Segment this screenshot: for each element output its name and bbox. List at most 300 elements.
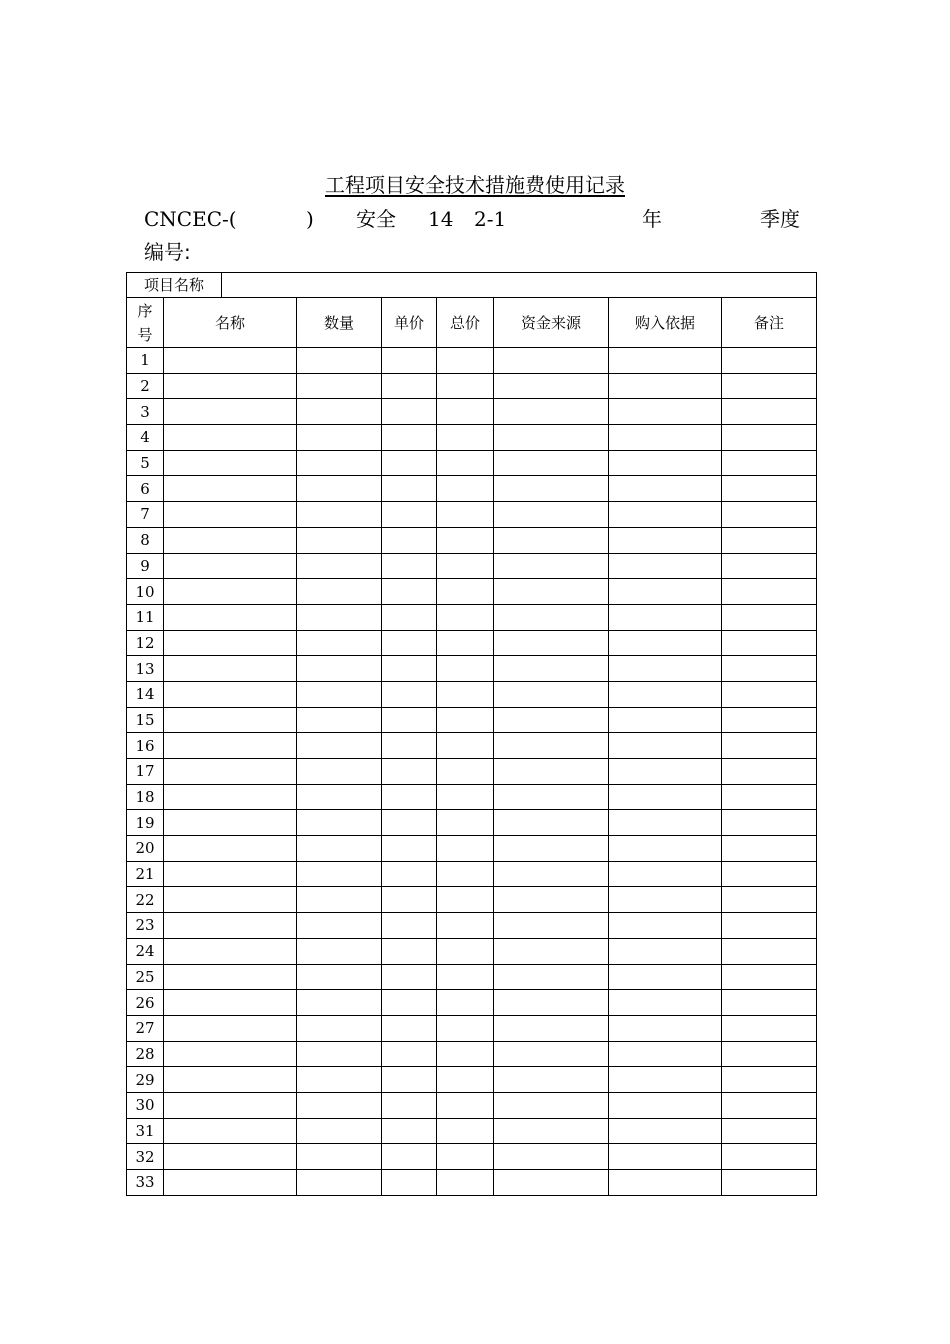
row-number: 19	[127, 810, 164, 836]
row-number: 4	[127, 425, 164, 451]
unit-price-cell[interactable]	[382, 1092, 437, 1118]
unit-price-cell[interactable]	[382, 656, 437, 682]
remarks-cell[interactable]	[722, 399, 817, 425]
table-row	[127, 938, 817, 964]
total-price-cell[interactable]	[437, 681, 494, 707]
quantity-cell[interactable]	[297, 861, 382, 887]
column-header-seq	[127, 298, 164, 348]
unit-price-cell[interactable]	[382, 553, 437, 579]
fund-source-cell[interactable]	[494, 527, 609, 553]
total-price-cell[interactable]	[437, 759, 494, 785]
name-cell[interactable]	[164, 1067, 297, 1093]
purchase-basis-cell[interactable]	[609, 810, 722, 836]
name-cell[interactable]	[164, 1015, 297, 1041]
fund-source-cell[interactable]	[494, 1015, 609, 1041]
purchase-basis-cell[interactable]	[609, 681, 722, 707]
table-row	[127, 553, 817, 579]
record-table	[126, 272, 817, 1196]
remarks-cell[interactable]	[722, 1092, 817, 1118]
name-cell[interactable]	[164, 450, 297, 476]
total-price-cell[interactable]	[437, 450, 494, 476]
quantity-cell[interactable]	[297, 656, 382, 682]
fund-source-cell[interactable]	[494, 399, 609, 425]
table-row	[127, 348, 817, 374]
remarks-cell[interactable]	[722, 450, 817, 476]
unit-price-cell[interactable]	[382, 476, 437, 502]
total-price-cell[interactable]	[437, 373, 494, 399]
fund-source-cell[interactable]	[494, 938, 609, 964]
name-cell[interactable]	[164, 656, 297, 682]
total-price-cell[interactable]	[437, 656, 494, 682]
total-price-cell[interactable]	[437, 1041, 494, 1067]
quantity-cell[interactable]	[297, 810, 382, 836]
row-number: 10	[127, 579, 164, 605]
unit-price-cell[interactable]	[382, 450, 437, 476]
remarks-cell[interactable]	[722, 1170, 817, 1196]
name-cell[interactable]	[164, 681, 297, 707]
name-cell[interactable]	[164, 861, 297, 887]
row-number: 25	[127, 964, 164, 990]
unit-price-cell[interactable]	[382, 1118, 437, 1144]
fund-source-cell[interactable]	[494, 425, 609, 451]
remarks-cell[interactable]	[722, 784, 817, 810]
total-price-cell[interactable]	[437, 1118, 494, 1144]
total-price-cell[interactable]	[437, 502, 494, 528]
project-name-value[interactable]	[222, 273, 817, 298]
row-number: 20	[127, 836, 164, 862]
total-price-cell[interactable]	[437, 707, 494, 733]
quantity-cell[interactable]	[297, 990, 382, 1016]
project-name-row	[127, 273, 817, 298]
total-price-cell[interactable]	[437, 476, 494, 502]
total-price-cell[interactable]	[437, 784, 494, 810]
header-quarter: 季度	[760, 207, 800, 231]
name-cell[interactable]	[164, 425, 297, 451]
fund-source-cell[interactable]	[494, 1092, 609, 1118]
remarks-cell[interactable]	[722, 1015, 817, 1041]
fund-source-cell[interactable]	[494, 1118, 609, 1144]
fund-source-cell[interactable]	[494, 1170, 609, 1196]
fund-source-cell[interactable]	[494, 373, 609, 399]
total-price-cell[interactable]	[437, 399, 494, 425]
fund-source-cell[interactable]	[494, 579, 609, 605]
quantity-cell[interactable]	[297, 1118, 382, 1144]
total-price-cell[interactable]	[437, 810, 494, 836]
name-cell[interactable]	[164, 373, 297, 399]
header-prefix: CNCEC-(	[144, 207, 237, 231]
total-price-cell[interactable]	[437, 938, 494, 964]
quantity-cell[interactable]	[297, 1041, 382, 1067]
unit-price-cell[interactable]	[382, 425, 437, 451]
quantity-cell[interactable]	[297, 630, 382, 656]
column-header-remarks: 备注	[722, 298, 817, 348]
quantity-cell[interactable]	[297, 681, 382, 707]
total-price-cell[interactable]	[437, 887, 494, 913]
purchase-basis-cell[interactable]	[609, 399, 722, 425]
row-number: 14	[127, 681, 164, 707]
name-cell[interactable]	[164, 1118, 297, 1144]
unit-price-cell[interactable]	[382, 604, 437, 630]
purchase-basis-cell[interactable]	[609, 1067, 722, 1093]
remarks-cell[interactable]	[722, 938, 817, 964]
fund-source-cell[interactable]	[494, 810, 609, 836]
total-price-cell[interactable]	[437, 630, 494, 656]
row-number: 26	[127, 990, 164, 1016]
column-header-fund-source: 资金来源	[494, 298, 609, 348]
purchase-basis-cell[interactable]	[609, 733, 722, 759]
remarks-cell[interactable]	[722, 502, 817, 528]
purchase-basis-cell[interactable]	[609, 1118, 722, 1144]
quantity-cell[interactable]	[297, 373, 382, 399]
remarks-cell[interactable]	[722, 373, 817, 399]
total-price-cell[interactable]	[437, 733, 494, 759]
name-cell[interactable]	[164, 579, 297, 605]
column-header-seq-line1: 序	[137, 301, 153, 320]
purchase-basis-cell[interactable]	[609, 502, 722, 528]
total-price-cell[interactable]	[437, 604, 494, 630]
unit-price-cell[interactable]	[382, 707, 437, 733]
code-label: 编号:	[144, 240, 191, 264]
document-title-text: 工程项目安全技术措施费使用记录	[325, 173, 625, 197]
remarks-cell[interactable]	[722, 887, 817, 913]
purchase-basis-cell[interactable]	[609, 887, 722, 913]
unit-price-cell[interactable]	[382, 502, 437, 528]
purchase-basis-cell[interactable]	[609, 861, 722, 887]
total-price-cell[interactable]	[437, 1144, 494, 1170]
quantity-cell[interactable]	[297, 964, 382, 990]
remarks-cell[interactable]	[722, 964, 817, 990]
row-number: 33	[127, 1170, 164, 1196]
unit-price-cell[interactable]	[382, 913, 437, 939]
unit-price-cell[interactable]	[382, 579, 437, 605]
name-cell[interactable]	[164, 938, 297, 964]
remarks-cell[interactable]	[722, 425, 817, 451]
table-row	[127, 759, 817, 785]
fund-source-cell[interactable]	[494, 913, 609, 939]
remarks-cell[interactable]	[722, 810, 817, 836]
unit-price-cell[interactable]	[382, 810, 437, 836]
name-cell[interactable]	[164, 759, 297, 785]
row-number: 27	[127, 1015, 164, 1041]
header-year: 年	[642, 207, 662, 231]
fund-source-cell[interactable]	[494, 887, 609, 913]
row-number: 13	[127, 656, 164, 682]
table-row	[127, 656, 817, 682]
unit-price-cell[interactable]	[382, 861, 437, 887]
remarks-cell[interactable]	[722, 476, 817, 502]
total-price-cell[interactable]	[437, 1067, 494, 1093]
quantity-cell[interactable]	[297, 938, 382, 964]
column-header-purchase-basis: 购入依据	[609, 298, 722, 348]
quantity-cell[interactable]	[297, 604, 382, 630]
fund-source-cell[interactable]	[494, 964, 609, 990]
row-number: 16	[127, 733, 164, 759]
fund-source-cell[interactable]	[494, 553, 609, 579]
header-num1: 14	[428, 207, 454, 231]
unit-price-cell[interactable]	[382, 527, 437, 553]
unit-price-cell[interactable]	[382, 938, 437, 964]
purchase-basis-cell[interactable]	[609, 450, 722, 476]
name-cell[interactable]	[164, 836, 297, 862]
fund-source-cell[interactable]	[494, 604, 609, 630]
quantity-cell[interactable]	[297, 348, 382, 374]
unit-price-cell[interactable]	[382, 1170, 437, 1196]
name-cell[interactable]	[164, 348, 297, 374]
fund-source-cell[interactable]	[494, 630, 609, 656]
purchase-basis-cell[interactable]	[609, 553, 722, 579]
table-row	[127, 990, 817, 1016]
table-row	[127, 861, 817, 887]
name-cell[interactable]	[164, 1170, 297, 1196]
purchase-basis-cell[interactable]	[609, 1144, 722, 1170]
remarks-cell[interactable]	[722, 836, 817, 862]
unit-price-cell[interactable]	[382, 887, 437, 913]
purchase-basis-cell[interactable]	[609, 964, 722, 990]
name-cell[interactable]	[164, 630, 297, 656]
quantity-cell[interactable]	[297, 1067, 382, 1093]
row-number: 12	[127, 630, 164, 656]
purchase-basis-cell[interactable]	[609, 913, 722, 939]
table-row	[127, 630, 817, 656]
table-row	[127, 1041, 817, 1067]
quantity-cell[interactable]	[297, 913, 382, 939]
unit-price-cell[interactable]	[382, 759, 437, 785]
header-num2: 2-1	[474, 207, 507, 231]
remarks-cell[interactable]	[722, 656, 817, 682]
row-number: 9	[127, 553, 164, 579]
remarks-cell[interactable]	[722, 527, 817, 553]
fund-source-cell[interactable]	[494, 450, 609, 476]
fund-source-cell[interactable]	[494, 836, 609, 862]
fund-source-cell[interactable]	[494, 990, 609, 1016]
quantity-cell[interactable]	[297, 707, 382, 733]
fund-source-cell[interactable]	[494, 656, 609, 682]
quantity-cell[interactable]	[297, 1015, 382, 1041]
quantity-cell[interactable]	[297, 887, 382, 913]
fund-source-cell[interactable]	[494, 502, 609, 528]
name-cell[interactable]	[164, 810, 297, 836]
quantity-cell[interactable]	[297, 553, 382, 579]
total-price-cell[interactable]	[437, 913, 494, 939]
table-row	[127, 450, 817, 476]
purchase-basis-cell[interactable]	[609, 707, 722, 733]
table-row	[127, 707, 817, 733]
fund-source-cell[interactable]	[494, 759, 609, 785]
purchase-basis-cell[interactable]	[609, 604, 722, 630]
name-cell[interactable]	[164, 1092, 297, 1118]
unit-price-cell[interactable]	[382, 630, 437, 656]
purchase-basis-cell[interactable]	[609, 1041, 722, 1067]
purchase-basis-cell[interactable]	[609, 373, 722, 399]
purchase-basis-cell[interactable]	[609, 1092, 722, 1118]
purchase-basis-cell[interactable]	[609, 656, 722, 682]
table-row	[127, 527, 817, 553]
document-title	[0, 170, 950, 200]
unit-price-cell[interactable]	[382, 836, 437, 862]
quantity-cell[interactable]	[297, 1144, 382, 1170]
quantity-cell[interactable]	[297, 836, 382, 862]
row-number: 21	[127, 861, 164, 887]
name-cell[interactable]	[164, 784, 297, 810]
name-cell[interactable]	[164, 707, 297, 733]
column-header-total-price: 总价	[437, 298, 494, 348]
unit-price-cell[interactable]	[382, 681, 437, 707]
table-row	[127, 887, 817, 913]
remarks-cell[interactable]	[722, 630, 817, 656]
remarks-cell[interactable]	[722, 733, 817, 759]
name-cell[interactable]	[164, 964, 297, 990]
name-cell[interactable]	[164, 399, 297, 425]
fund-source-cell[interactable]	[494, 733, 609, 759]
name-cell[interactable]	[164, 1041, 297, 1067]
quantity-cell[interactable]	[297, 399, 382, 425]
purchase-basis-cell[interactable]	[609, 938, 722, 964]
fund-source-cell[interactable]	[494, 348, 609, 374]
total-price-cell[interactable]	[437, 1170, 494, 1196]
total-price-cell[interactable]	[437, 579, 494, 605]
purchase-basis-cell[interactable]	[609, 1170, 722, 1196]
name-cell[interactable]	[164, 502, 297, 528]
total-price-cell[interactable]	[437, 1015, 494, 1041]
table-row	[127, 964, 817, 990]
fund-source-cell[interactable]	[494, 681, 609, 707]
table-row	[127, 579, 817, 605]
name-cell[interactable]	[164, 733, 297, 759]
table-row	[127, 1144, 817, 1170]
purchase-basis-cell[interactable]	[609, 990, 722, 1016]
fund-source-cell[interactable]	[494, 861, 609, 887]
purchase-basis-cell[interactable]	[609, 579, 722, 605]
purchase-basis-cell[interactable]	[609, 836, 722, 862]
row-number: 32	[127, 1144, 164, 1170]
remarks-cell[interactable]	[722, 707, 817, 733]
remarks-cell[interactable]	[722, 990, 817, 1016]
name-cell[interactable]	[164, 527, 297, 553]
name-cell[interactable]	[164, 887, 297, 913]
total-price-cell[interactable]	[437, 553, 494, 579]
row-number: 15	[127, 707, 164, 733]
unit-price-cell[interactable]	[382, 1015, 437, 1041]
remarks-cell[interactable]	[722, 579, 817, 605]
name-cell[interactable]	[164, 604, 297, 630]
total-price-cell[interactable]	[437, 836, 494, 862]
purchase-basis-cell[interactable]	[609, 784, 722, 810]
total-price-cell[interactable]	[437, 348, 494, 374]
table-row	[127, 836, 817, 862]
name-cell[interactable]	[164, 913, 297, 939]
unit-price-cell[interactable]	[382, 733, 437, 759]
quantity-cell[interactable]	[297, 425, 382, 451]
quantity-cell[interactable]	[297, 579, 382, 605]
remarks-cell[interactable]	[722, 1067, 817, 1093]
purchase-basis-cell[interactable]	[609, 476, 722, 502]
name-cell[interactable]	[164, 990, 297, 1016]
row-number: 29	[127, 1067, 164, 1093]
fund-source-cell[interactable]	[494, 476, 609, 502]
column-header-seq-line2: 号	[137, 325, 153, 344]
purchase-basis-cell[interactable]	[609, 425, 722, 451]
table-row	[127, 1092, 817, 1118]
quantity-cell[interactable]	[297, 476, 382, 502]
quantity-cell[interactable]	[297, 527, 382, 553]
total-price-cell[interactable]	[437, 1092, 494, 1118]
total-price-cell[interactable]	[437, 425, 494, 451]
unit-price-cell[interactable]	[382, 399, 437, 425]
quantity-cell[interactable]	[297, 733, 382, 759]
quantity-cell[interactable]	[297, 784, 382, 810]
name-cell[interactable]	[164, 1144, 297, 1170]
table-row	[127, 1067, 817, 1093]
total-price-cell[interactable]	[437, 861, 494, 887]
fund-source-cell[interactable]	[494, 1041, 609, 1067]
remarks-cell[interactable]	[722, 913, 817, 939]
table-row	[127, 1170, 817, 1196]
total-price-cell[interactable]	[437, 527, 494, 553]
purchase-basis-cell[interactable]	[609, 759, 722, 785]
remarks-cell[interactable]	[722, 681, 817, 707]
fund-source-cell[interactable]	[494, 1144, 609, 1170]
row-number: 3	[127, 399, 164, 425]
remarks-cell[interactable]	[722, 759, 817, 785]
purchase-basis-cell[interactable]	[609, 348, 722, 374]
remarks-cell[interactable]	[722, 1118, 817, 1144]
remarks-cell[interactable]	[722, 1144, 817, 1170]
unit-price-cell[interactable]	[382, 784, 437, 810]
table-row	[127, 604, 817, 630]
row-number: 1	[127, 348, 164, 374]
quantity-cell[interactable]	[297, 450, 382, 476]
purchase-basis-cell[interactable]	[609, 527, 722, 553]
table-row	[127, 681, 817, 707]
row-number: 8	[127, 527, 164, 553]
fund-source-cell[interactable]	[494, 1067, 609, 1093]
table-header-row	[127, 298, 817, 348]
remarks-cell[interactable]	[722, 861, 817, 887]
unit-price-cell[interactable]	[382, 1144, 437, 1170]
table-row	[127, 476, 817, 502]
unit-price-cell[interactable]	[382, 964, 437, 990]
table-row	[127, 810, 817, 836]
unit-price-cell[interactable]	[382, 373, 437, 399]
purchase-basis-cell[interactable]	[609, 630, 722, 656]
quantity-cell[interactable]	[297, 1092, 382, 1118]
unit-price-cell[interactable]	[382, 990, 437, 1016]
remarks-cell[interactable]	[722, 553, 817, 579]
column-header-unit-price: 单价	[382, 298, 437, 348]
purchase-basis-cell[interactable]	[609, 1015, 722, 1041]
total-price-cell[interactable]	[437, 990, 494, 1016]
fund-source-cell[interactable]	[494, 707, 609, 733]
row-number: 30	[127, 1092, 164, 1118]
table-row	[127, 373, 817, 399]
name-cell[interactable]	[164, 476, 297, 502]
remarks-cell[interactable]	[722, 348, 817, 374]
fund-source-cell[interactable]	[494, 784, 609, 810]
quantity-cell[interactable]	[297, 759, 382, 785]
column-header-quantity: 数量	[297, 298, 382, 348]
name-cell[interactable]	[164, 553, 297, 579]
remarks-cell[interactable]	[722, 604, 817, 630]
remarks-cell[interactable]	[722, 1041, 817, 1067]
unit-price-cell[interactable]	[382, 348, 437, 374]
table-row	[127, 1015, 817, 1041]
quantity-cell[interactable]	[297, 502, 382, 528]
total-price-cell[interactable]	[437, 964, 494, 990]
table-row	[127, 733, 817, 759]
unit-price-cell[interactable]	[382, 1067, 437, 1093]
quantity-cell[interactable]	[297, 1170, 382, 1196]
unit-price-cell[interactable]	[382, 1041, 437, 1067]
